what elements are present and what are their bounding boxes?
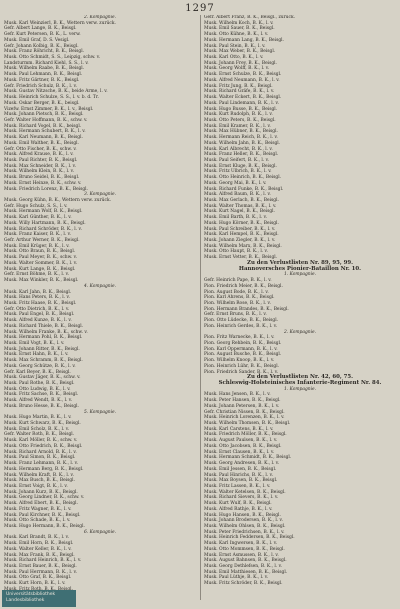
list-entry: Musk. Hugo Hermann, B. K., Beisgl. <box>4 523 85 529</box>
list-entry: Musk. Karl Günther, B. K., l. v. <box>4 215 72 221</box>
list-entry: Musk. Peter Hansen, B. K., Beisgl. <box>204 398 281 404</box>
list-entry: Gefr. Ernst Böhme, B. K., l. v. <box>4 272 69 278</box>
list-entry: Musk. Wilhelm Koch, B. K., l. v. <box>204 20 274 26</box>
list-entry: Musk. Bruno Seidel, B. K., Beisgl. <box>4 175 80 181</box>
list-entry: Musk. Kurt Lange, B. K., Beisgl. <box>4 266 76 272</box>
list-entry: Musk. Otto Friedrich, B. K., Beisgl. <box>4 443 83 449</box>
list-entry: Musk. Hermann Lang, B. K., Beisgl. <box>204 37 284 43</box>
section-heading: 3. Kompagnie. <box>83 192 117 198</box>
list-entry: Musk. Max Hübner, B. K., Beisgl. <box>204 129 278 135</box>
list-entry: Gefr. Albert Lange, B. K., Beisgl. <box>4 26 77 32</box>
list-entry: Musk. Paul Lindemann, B. K., l. v. <box>204 100 279 106</box>
list-entry: Musk. Fritz Jung, B. K., Beisgl. <box>204 83 273 89</box>
list-entry: Musk. Gustav Nitzsche, B. K., beide Arme, l. v. <box>4 89 108 95</box>
list-entry: Musk. Hugo Körner, B. K., Beisgl. <box>204 220 279 226</box>
list-entry: Musk. Hermann Wolf, B. K., Beisgl. <box>4 209 83 215</box>
list-entry: Musk. Georg Wolff, B. K., l. v. <box>204 66 270 72</box>
list-entry: Musk. Paul Schreiber, B. K., l. v. <box>204 226 276 232</box>
list-entry: Musk. Ernst Vetter, B. K., Beisgl. <box>204 255 278 261</box>
list-entry: Musk. Heinrich Schulze, S. S., l. v. b. d. Tr. <box>4 95 99 101</box>
list-entry: Musk. Emil Barth, B. K., l. v. <box>204 215 267 221</box>
list-entry: Musk. August Paulsen, B. K., l. v. <box>204 438 278 444</box>
list-entry: Gefr. Otto Fischer, B. K., schw. v. <box>4 146 77 152</box>
left-column <box>4 15 196 593</box>
list-entry: Musk. Georg Mai, B. K., l. v. <box>204 180 267 186</box>
list-entry: Gefr. Arthur Werner, B. K., Beisgl. <box>4 238 80 244</box>
list-entry: Musk. Otto Schmidt, S. S., Leipzig, schw. v. <box>4 55 101 61</box>
list-entry: Pion. Wilhelm Rose, B. K., l. v. <box>204 300 271 306</box>
list-entry: Gefr. Walter Roth, B. K., Beisgl. <box>4 432 75 438</box>
list-entry: Musk. Alfred Ebert, B. K., Beisgl. <box>4 501 78 507</box>
list-entry: Musk. Richard Funke, B. K., Beisgl. <box>204 186 284 192</box>
list-entry: Musk. Emil Matthiesen, B. K., Beisgl. <box>204 569 288 575</box>
list-entry: Musk. Wilhelm Ohlsen, B. K., Beisgl. <box>204 523 286 529</box>
list-entry: Pion. Otto Lüdecke, B. K., Beisgl. <box>204 318 279 324</box>
list-entry: Musk. Karl Möller, B. K., schw. v. <box>4 438 78 444</box>
list-entry: Musk. Walter Eckert, B. K., Beisgl. <box>204 95 282 101</box>
list-entry: Musk. Karl Albrecht, B. K., l. v. <box>204 146 273 152</box>
list-entry: Musk. Fritz Wagner, B. K., l. v. <box>4 506 72 512</box>
list-entry: Musk. Karl Brandt, B. K., l. v. <box>4 535 69 541</box>
list-entry: Gefr. Kurt Petersen, B. K., L. verw. <box>4 32 81 38</box>
list-entry: Gefr. Walter Hoffmann, B. K., schw. v. <box>4 117 88 123</box>
list-entry: Musk. Peter Friedrichsen, B. K., l. v. <box>204 529 285 535</box>
page-number: 1297 <box>185 3 215 14</box>
section-heading: 2. Kompagnie. <box>283 329 317 335</box>
list-entry: Musk. Emil Graf, D. S. Vesigl. <box>4 37 70 43</box>
list-entry: Musk. Emil Kramer, B. K., l. v. <box>204 123 271 129</box>
list-entry: Musk. Max Busch, B. K., Beisgl. <box>4 478 75 484</box>
list-entry: Gefr. Hugo Schulz, S. S., l. v. <box>4 203 68 209</box>
section-heading: 5. Kompagnie. <box>83 409 117 415</box>
list-entry: Vizefw. Ernst Zimmer, B. K., l. v., Beisgl. <box>4 106 94 112</box>
list-entry: Musk. Kurt Rudolph, B. K., l. v. <box>204 112 273 118</box>
badge-line-1: Universitätsbibliothek <box>6 592 56 597</box>
list-entry: Musk. Otto Schade, B. K., l. v. <box>4 518 71 524</box>
list-entry: Musk. Johann Kurz, B. K., Beisgl. <box>4 489 78 495</box>
list-entry: Musk. Otto Kühne, B. K., l. v. <box>204 32 269 38</box>
list-entry: Musk. Emil Walther, B. K., Beisgl. <box>4 140 79 146</box>
list-entry: Musk. Alfred Kunze, B. K., l. v. <box>4 318 72 324</box>
badge-line-2: Landesbibliothek <box>6 598 45 603</box>
list-entry: Musk. Richard Sievers, B. K., l. v. <box>204 495 279 501</box>
list-entry: Musk. Franz Kaiser, B. K., l. v. <box>4 232 71 238</box>
list-entry: Musk. Max Boysen, B. K., Beisgl. <box>204 478 278 484</box>
list-entry: Musk. Fritz Ulbrich, B. K., l. v. <box>204 169 272 175</box>
list-entry: Musk. Wilhelm Franke, B. K., schw. v. <box>4 329 88 335</box>
list-entry: Musk. Paul Lehmann, B. K., Beisgl. <box>4 72 83 78</box>
list-entry: Pion. Fritz Warnecke, B. K., l. v. <box>204 335 275 341</box>
list-entry: Musk. Max Schneider, B. K., l. v. <box>4 163 76 169</box>
list-entry: Musk. Hans Peters, B. K., l. v. <box>4 295 70 301</box>
list-entry: Musk. Wilhelm Jahn, B. K., Beisgl. <box>204 140 281 146</box>
list-entry: Musk. Ernst Hahn, B. K., l. v. <box>4 352 69 358</box>
list-entry: Musk. Fritz Haase, B. K., Beisgl. <box>4 300 77 306</box>
list-entry: Musk. Richard Thiele, B. K., Beisgl. <box>4 323 84 329</box>
list-heading: Zu den Verlustlisten Nr. 42, 60, 75. <box>247 374 353 381</box>
list-heading: Hannoversches Pionier-Bataillon Nr. 10. <box>238 265 362 272</box>
list-entry: Musk. Franz Lehmann, B. K., l. v. <box>4 461 78 467</box>
list-entry: Musk. Georg Dethlefsen, B. K., l. v. <box>204 564 282 569</box>
list-entry: Musk. Max Frank, B. K., Beisgl. <box>4 552 75 558</box>
list-entry: Musk. Otto Ludwig, B. K., l. v. <box>4 386 71 392</box>
list-entry: Gefr. Otto Dietrich, B. K., l. v. <box>4 306 70 312</box>
list-entry: Musk. Oskar Berger, B. K., beisgl. <box>4 100 80 106</box>
list-entry: Musk. Johann Brodersen, B. K., l. v. <box>204 518 283 524</box>
list-entry: Gefr. Johann Kolbig, B. K., Beisgl. <box>4 43 79 49</box>
list-entry: Musk. Wilhelm Kraft, B. K., l. v. <box>4 472 74 478</box>
list-entry: Musk. Hermann Schubert, B. K., l. v. <box>4 129 86 135</box>
list-entry: Musk. Max Gerlach, B. K., Beisgl. <box>204 198 279 203</box>
list-entry: Musk. Richard Gräfe, B. K., l. v. <box>204 89 275 95</box>
list-entry: Gefr. Friedrich Schulz, B. K., l. v. <box>4 83 77 89</box>
list-entry: Musk. Fritz Schröder, B. K., Beisgl. <box>204 581 283 587</box>
list-entry: Musk. Ernst Voigt, B. K., l. v. <box>4 483 68 489</box>
list-entry: Musk. Paul Herrmann, B. K., l. v. <box>4 569 77 575</box>
list-entry: Musk. Paul Kirchner, B. K., Beisgl. <box>4 512 81 518</box>
list-entry: Musk. Max Weber, B. K., Beisgl. <box>204 49 276 55</box>
list-entry: Musk. Willy Hartmann, B. K., Beisgl. <box>4 220 86 226</box>
list-entry: Gefr. Ernst Bruns, B. K., l. v. <box>204 312 267 318</box>
list-entry: Musk. Johann Ziegler, B. K., l. v. <box>204 238 276 244</box>
list-entry: Musk. Paul Engel, B. K., Beisgl. <box>4 312 75 318</box>
section-heading: 2. Kompagnie. <box>83 15 117 20</box>
list-entry: Musk. Georg Andresen, B. K., l. v. <box>204 461 280 467</box>
right-column <box>204 15 396 587</box>
list-entry: Musk. Karl Jahn, B. K., Beisgl. <box>4 289 72 295</box>
list-entry: Musk. Johann Petersen, B. K., l. v. <box>204 403 280 409</box>
list-entry: Gefr. Heinrich Pape, B. K., l. v. <box>204 278 272 284</box>
list-entry: Musk. Hermann Reich, B. K., l. v. <box>204 135 278 141</box>
list-entry: Musk. Georg Schütze, B. K., l. v. <box>4 363 76 369</box>
list-entry: Musk. Wilhelm Klein, B. K., l. v. <box>4 169 75 175</box>
list-entry: Musk. Otto Heinrich, B. K., Beisgl. <box>204 175 282 181</box>
list-entry: Musk. Franz Heller, B. K., Beisgl. <box>204 152 279 158</box>
list-entry: Pion. Georg Rehbein, B. K., Beisgl. <box>204 340 282 346</box>
list-entry: Musk. Max Schramm, B. K., Beisgl. <box>4 358 83 364</box>
list-entry: Musk. Hugo Hansen, B. K., Beisgl. <box>204 512 281 518</box>
list-entry: Musk. Emil Vogt, B. K., l. v. <box>4 340 65 346</box>
list-entry: Musk. Walter Thomas, B. K., l. v. <box>204 203 277 209</box>
list-entry: Musk. Walter Sommer, B. K., l. v. <box>4 260 78 266</box>
list-entry: Pion. August Bode, B. K., l. v. <box>204 289 269 295</box>
list-entry: Musk. Alfred Wendt, B. K., l. v. <box>4 398 73 404</box>
list-entry: Musk. Otto Peters, B. K., Beisgl. <box>204 117 276 123</box>
list-entry: Musk. Johann Frey, B. K., Beisgl. <box>204 60 277 66</box>
list-entry: Pion. Heinrich Lühr, B. K., Beisgl. <box>204 363 280 369</box>
list-entry: Musk. Richard Schröder, B. K., l. v. <box>4 226 82 232</box>
library-watermark-badge <box>2 590 76 607</box>
section-heading: 4. Kompagnie. <box>83 283 117 289</box>
list-entry: Musk. Heinrich Lorenzen, B. K., l. v. <box>204 415 285 421</box>
list-entry: Musk. Johann Pietsch, B. K., Beisgl. <box>4 112 84 118</box>
list-entry: Musk. Ernst Heinze, B. K., schw. v. <box>4 180 82 186</box>
list-entry: Musk. Ernst Bauer, B. K., Beisgl. <box>4 564 77 569</box>
list-entry: Pion. August Busche, B. K., Beisgl. <box>204 352 282 358</box>
list-entry: Musk. Hans Jensen, B. K., l. v. <box>204 392 271 398</box>
list-entry: Musk. Otto Jacobsen, B. K., Beisgl. <box>204 443 282 449</box>
list-entry: Musk. Paul Stein, B. K., l. v. <box>204 43 266 49</box>
list-entry: Musk. Paul Hinrichs, B. K., l. v. <box>204 472 273 478</box>
list-entry: Landsturmm. Richard Kiehl, S. S., l. v. <box>4 60 89 66</box>
list-entry: Gefr. Christian Nissen, B. K., Beisgl. <box>204 409 285 415</box>
list-entry: Pion. Friedrich Meier, B. K., Beisgl. <box>204 283 283 289</box>
list-entry: Pion. Karl Ahrens, B. K., Beisgl. <box>204 295 275 301</box>
list-entry: Musk. Richard Vogel, B. K., beisgl. <box>4 123 82 129</box>
section-heading: 6. Kompagnie. <box>83 529 117 535</box>
list-entry: Musk. Franz Röhricht, B. K., Beisgl. <box>4 49 85 55</box>
list-entry: Musk. Hermann Pohl, B. K., Beisgl. <box>4 335 83 341</box>
list-entry: Musk. Max Winkler, B. K., Beisgl. <box>4 278 79 284</box>
list-entry: Musk. Paul Rothe, B. K., Beisgl. <box>4 381 75 386</box>
list-entry: Musk. Walter Ketelsen, B. K., Beisgl. <box>204 489 286 495</box>
list-entry: Gefr. Karl Beyer, B. K., Beisgl. <box>4 369 71 375</box>
list-entry: Pion. Wilhelm Knoop, B. K., l. v. <box>204 358 275 364</box>
list-entry: Musk. August Bahnsen, B. K., Beisgl. <box>204 558 287 564</box>
list-entry: Musk. Emil Sauer, B. K., Beisgl. <box>204 26 275 32</box>
list-entry: Musk. Fritz Gärtner, B. K., Beisgl. <box>4 77 80 83</box>
list-entry: Musk. Paul Lüthje, B. K., l. v. <box>204 575 269 581</box>
list-entry: Musk. Wilhelm Raabe, B. K., Beisgl. <box>4 66 85 72</box>
list-entry: Pion. Heinrich Gerdes, B. K., l. v. <box>204 323 278 329</box>
list-entry: Musk. Johann Ritter, B. K., Beisgl. <box>4 346 80 352</box>
list-entry: Musk. Paul Seifert, B. K., l. v. <box>204 157 269 163</box>
list-entry: Musk. Ernst Asmussen, B. K., l. v. <box>204 552 279 558</box>
list-entry: Musk. Fritz Lassen, B. K., l. v. <box>204 483 271 489</box>
list-entry: Musk. Karl Neumann, B. K., Beisgl. <box>4 135 83 141</box>
list-entry: Musk. Kurt Schwarz, B. K., Beisgl. <box>4 421 81 427</box>
list-entry: Gefr. Albert Franz, B. K., Beisgl., zurück. <box>204 15 296 20</box>
list-entry: Pion. Karl Oppermann, B. K., l. v. <box>204 346 278 352</box>
list-entry: Musk. Hermann Berg, B. K., Beisgl. <box>4 466 84 472</box>
list-entry: Musk. Hugo Martin, B. K., l. v. <box>4 415 72 421</box>
list-entry: Musk. Kurt Wulf, B. K., Beisgl. <box>204 501 272 507</box>
list-entry: Musk. Bruno Hesse, B. K., Beisgl. <box>4 403 79 409</box>
list-heading: Zu den Verlustlisten Nr. 89, 95, 99. <box>247 259 353 266</box>
list-entry: Musk. Alfred Rathje, B. K., l. v. <box>204 506 273 512</box>
list-entry: Musk. Otto Graf, B. K., Beisgl. <box>4 575 72 581</box>
list-entry: Musk. Wilhelm Thomsen, B. K., Beisgl. <box>204 421 291 427</box>
list-entry: Musk. Karl Otto, B. K., l. v. <box>204 55 264 61</box>
list-entry: Musk. Gustav Jäger, B. K., schw. v. <box>4 375 81 381</box>
list-entry: Musk. Hugo Busse, B. K., Beisgl. <box>204 106 278 112</box>
list-entry: Musk. Otto Braun, B. K., Beisgl. <box>4 249 76 255</box>
list-entry: Musk. Paul Meyer, B. K., schw. v. <box>4 255 78 261</box>
list-entry: Musk. Otto Mommsen, B. K., Beisgl. <box>204 546 285 552</box>
section-heading: 1. Kompagnie. <box>283 272 317 278</box>
list-entry: Musk. Emil Scholz, B. K., l. v. <box>4 426 70 432</box>
list-entry: Musk. Karl Ingwersen, B. K., l. v. <box>204 541 278 547</box>
list-entry: Musk. Otto Haupt, B. K., l. v. <box>204 249 268 255</box>
list-entry: Musk. Paul Simon, B. K., Beisgl. <box>4 455 76 461</box>
section-heading: 1. Kompagnie. <box>283 386 317 392</box>
list-entry: Musk. Ernst Schulze, B. K., Beisgl. <box>204 72 282 78</box>
list-entry: Musk. Wilhelm Marx, B. K., Beisgl. <box>204 243 282 249</box>
list-entry: Musk. Richard Heinrich, B. K., l. v. <box>4 558 82 564</box>
list-entry: Musk. Alfred Krause, B. K., l. v. <box>4 152 74 158</box>
list-entry: Musk. Hermann Schmidt, B. K., Beisgl. <box>204 455 292 461</box>
column-divider <box>200 15 201 600</box>
list-entry: Musk. Karl Weinzierl, B. K., Wettern verw. zurück. <box>4 20 116 26</box>
list-entry: Musk. Kurt Horn, B. K., l. v. <box>4 581 66 587</box>
list-entry: Musk. Emil Horn, B. K., Beisgl. <box>4 541 74 547</box>
list-entry: Musk. Ernst Kluge, B. K., Beisgl. <box>204 163 277 169</box>
list-entry: Musk. Emil Jessen, B. K., Beisgl. <box>204 466 277 472</box>
list-entry: Musk. Alfred Baum, B. K., l. v. <box>204 192 271 198</box>
list-entry: Musk. Georg Lindner, B. K., schw. v. <box>4 495 85 501</box>
list-entry: Pion. Hermann Brandes, B. K., Beisgl. <box>204 306 289 312</box>
list-heading: Schleswig-Holsteinisches Infanterie-Regiment Nr. 84. <box>218 380 382 386</box>
list-entry: Musk. Walter Keller, B. K., l. v. <box>4 546 72 552</box>
list-entry: Musk. Ernst Clausen, B. K., l. v. <box>204 449 275 455</box>
list-entry: Musk. Karl Hempel, B. K., Beisgl. <box>204 232 279 238</box>
list-entry: Musk. Kurt Nagel, B. K., Beisgl. <box>204 209 275 215</box>
list-entry: Musk. Heinrich Feddersen, B. K., Beisgl. <box>204 535 295 541</box>
list-entry: Musk. Fritz Sachse, B. K., Beisgl. <box>4 392 79 398</box>
list-entry: Musk. Friedrich Lorenz, B. K., Beisgl. <box>4 186 88 192</box>
list-entry: Musk. Paul Richter, B. K., Beisgl. <box>4 157 78 163</box>
list-entry: Pion. Friedrich Sander, B. K., l. v. <box>204 369 279 375</box>
list-entry: Musk. Richard Arnold, B. K., l. v. <box>4 449 77 455</box>
list-entry: Musk. Karl Carstens, B. K., l. v. <box>204 426 274 432</box>
list-entry: Musk. Emil Krüger, B. K., l. v. <box>4 243 70 249</box>
list-entry: Musk. Alfred Neumann, B. K., l. v. <box>204 77 280 83</box>
list-entry: Musk. Georg Kühn, B. K., Wettern verw. zurück. <box>4 198 112 203</box>
list-entry: Musk. Friedrich Möller, B. K., Beisgl. <box>204 432 287 438</box>
